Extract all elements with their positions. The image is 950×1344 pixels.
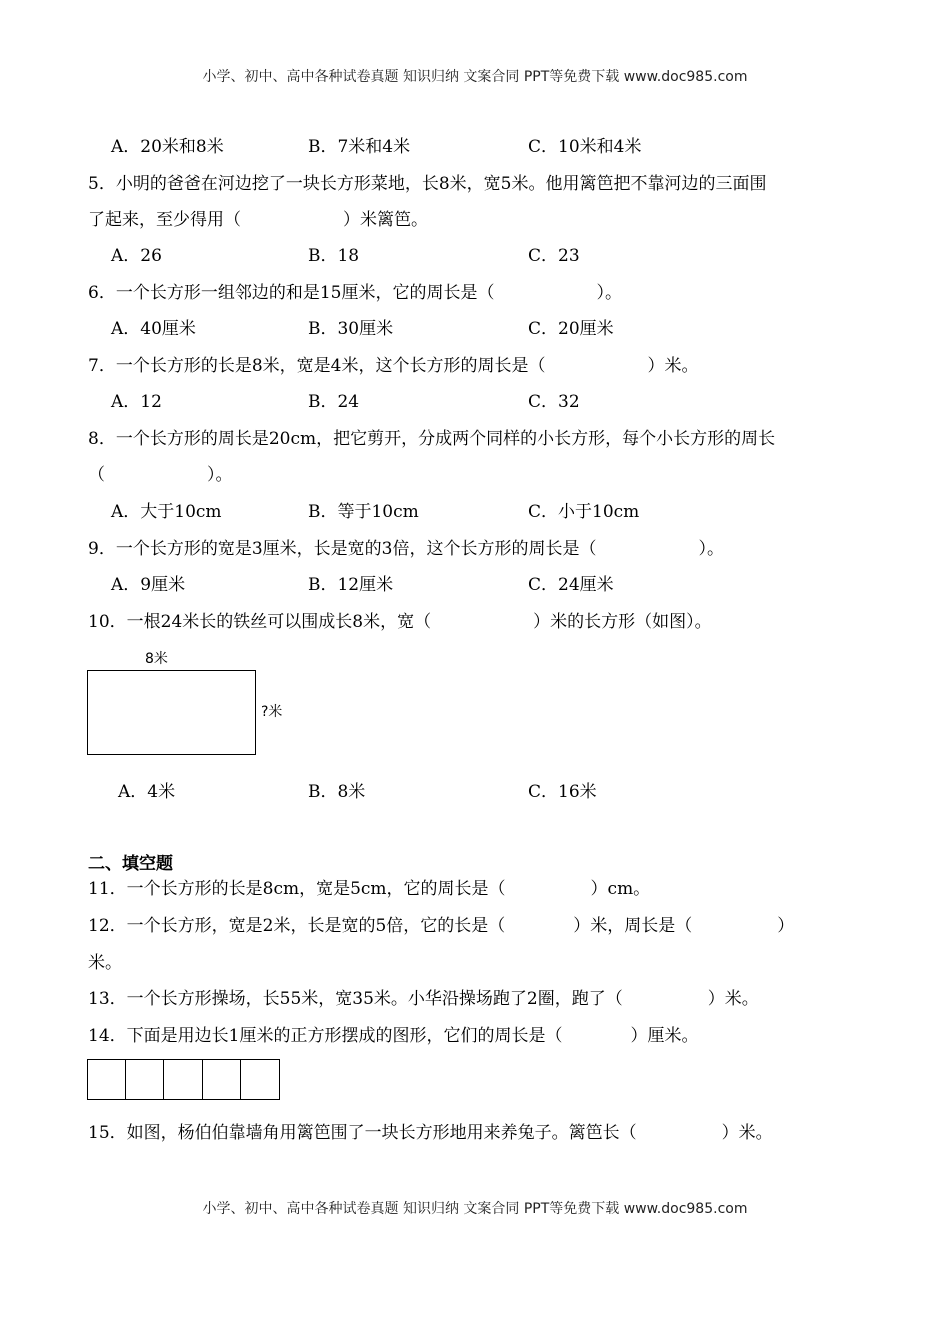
q14-square [164,1060,202,1099]
q8-option-c: C．小于10cm [528,502,640,522]
q6-option-a: A．40厘米 [111,319,196,339]
q6-line1: 6．一个长方形一组邻边的和是15厘米，它的周长是（ ）。 [88,283,622,303]
q8-line2: （ ）。 [88,465,233,485]
q8-option-b: B．等于10cm [308,502,419,522]
q4-option-a: A．20米和8米 [111,137,224,157]
q10-option-c: C．16米 [528,782,597,802]
q10-figure-top-label: 8米 [145,651,168,667]
q5-line1: 5．小明的爸爸在河边挖了一块长方形菜地，长8米，宽5米。他用篱笆把不靠河边的三面围 [88,174,767,194]
q5-option-b: B．18 [308,246,360,266]
q8-option-a: A．大于10cm [111,502,222,522]
q7-option-a: A．12 [111,392,162,412]
q6-option-c: C．20厘米 [528,319,614,339]
q9-option-a: A．9厘米 [111,575,186,595]
q14-line: 14．下面是用边长1厘米的正方形摆成的图形，它们的周长是（ ）厘米。 [88,1026,699,1046]
q11-line: 11．一个长方形的长是8cm，宽是5cm，它的周长是（ ）cm。 [88,879,651,899]
q4-option-c: C．10米和4米 [528,137,642,157]
q10-option-b: B．8米 [308,782,366,802]
q10-figure-side-label: ?米 [261,704,283,720]
q5-line2: 了起来，至少得用（ ）米篱笆。 [88,210,428,230]
q5-option-a: A．26 [111,246,162,266]
q6-option-b: B．30厘米 [308,319,394,339]
q14-square [88,1060,126,1099]
q5-option-c: C．23 [528,246,580,266]
q9-line1: 9．一个长方形的宽是3厘米，长是宽的3倍，这个长方形的周长是（ ）。 [88,539,724,559]
section-title-fill-in: 二、填空题 [88,854,173,874]
q4-option-b: B．7米和4米 [308,137,411,157]
q13-line: 13．一个长方形操场，长55米，宽35米。小华沿操场跑了2圈，跑了（ ）米。 [88,989,759,1009]
q14-squares-figure [87,1059,280,1100]
q12-line1: 12．一个长方形，宽是2米，长是宽的5倍，它的长是（ ）米，周长是（ ） [88,916,795,936]
q10-rectangle-figure [87,670,256,755]
q8-line1: 8．一个长方形的周长是20cm，把它剪开，分成两个同样的小长方形，每个小长方形的周长 [88,429,776,449]
q14-square [203,1060,241,1099]
q12-line2: 米。 [88,953,122,973]
q10-option-a: A．4米 [118,782,176,802]
q9-option-b: B．12厘米 [308,575,394,595]
q7-option-b: B．24 [308,392,360,412]
page-header: 小学、初中、高中各种试卷真题 知识归纳 文案合同 PPT等免费下载 www.doc985.com [202,69,748,85]
q7-line1: 7．一个长方形的长是8米，宽是4米，这个长方形的周长是（ ）米。 [88,356,699,376]
q14-square [126,1060,164,1099]
q15-line: 15．如图，杨伯伯靠墙角用篱笆围了一块长方形地用来养兔子。篱笆长（ ）米。 [88,1123,773,1143]
page-footer: 小学、初中、高中各种试卷真题 知识归纳 文案合同 PPT等免费下载 www.doc985.com [202,1201,748,1217]
q10-line1: 10．一根24米长的铁丝可以围成长8米，宽（ ）米的长方形（如图）。 [88,612,712,632]
q9-option-c: C．24厘米 [528,575,614,595]
q7-option-c: C．32 [528,392,580,412]
